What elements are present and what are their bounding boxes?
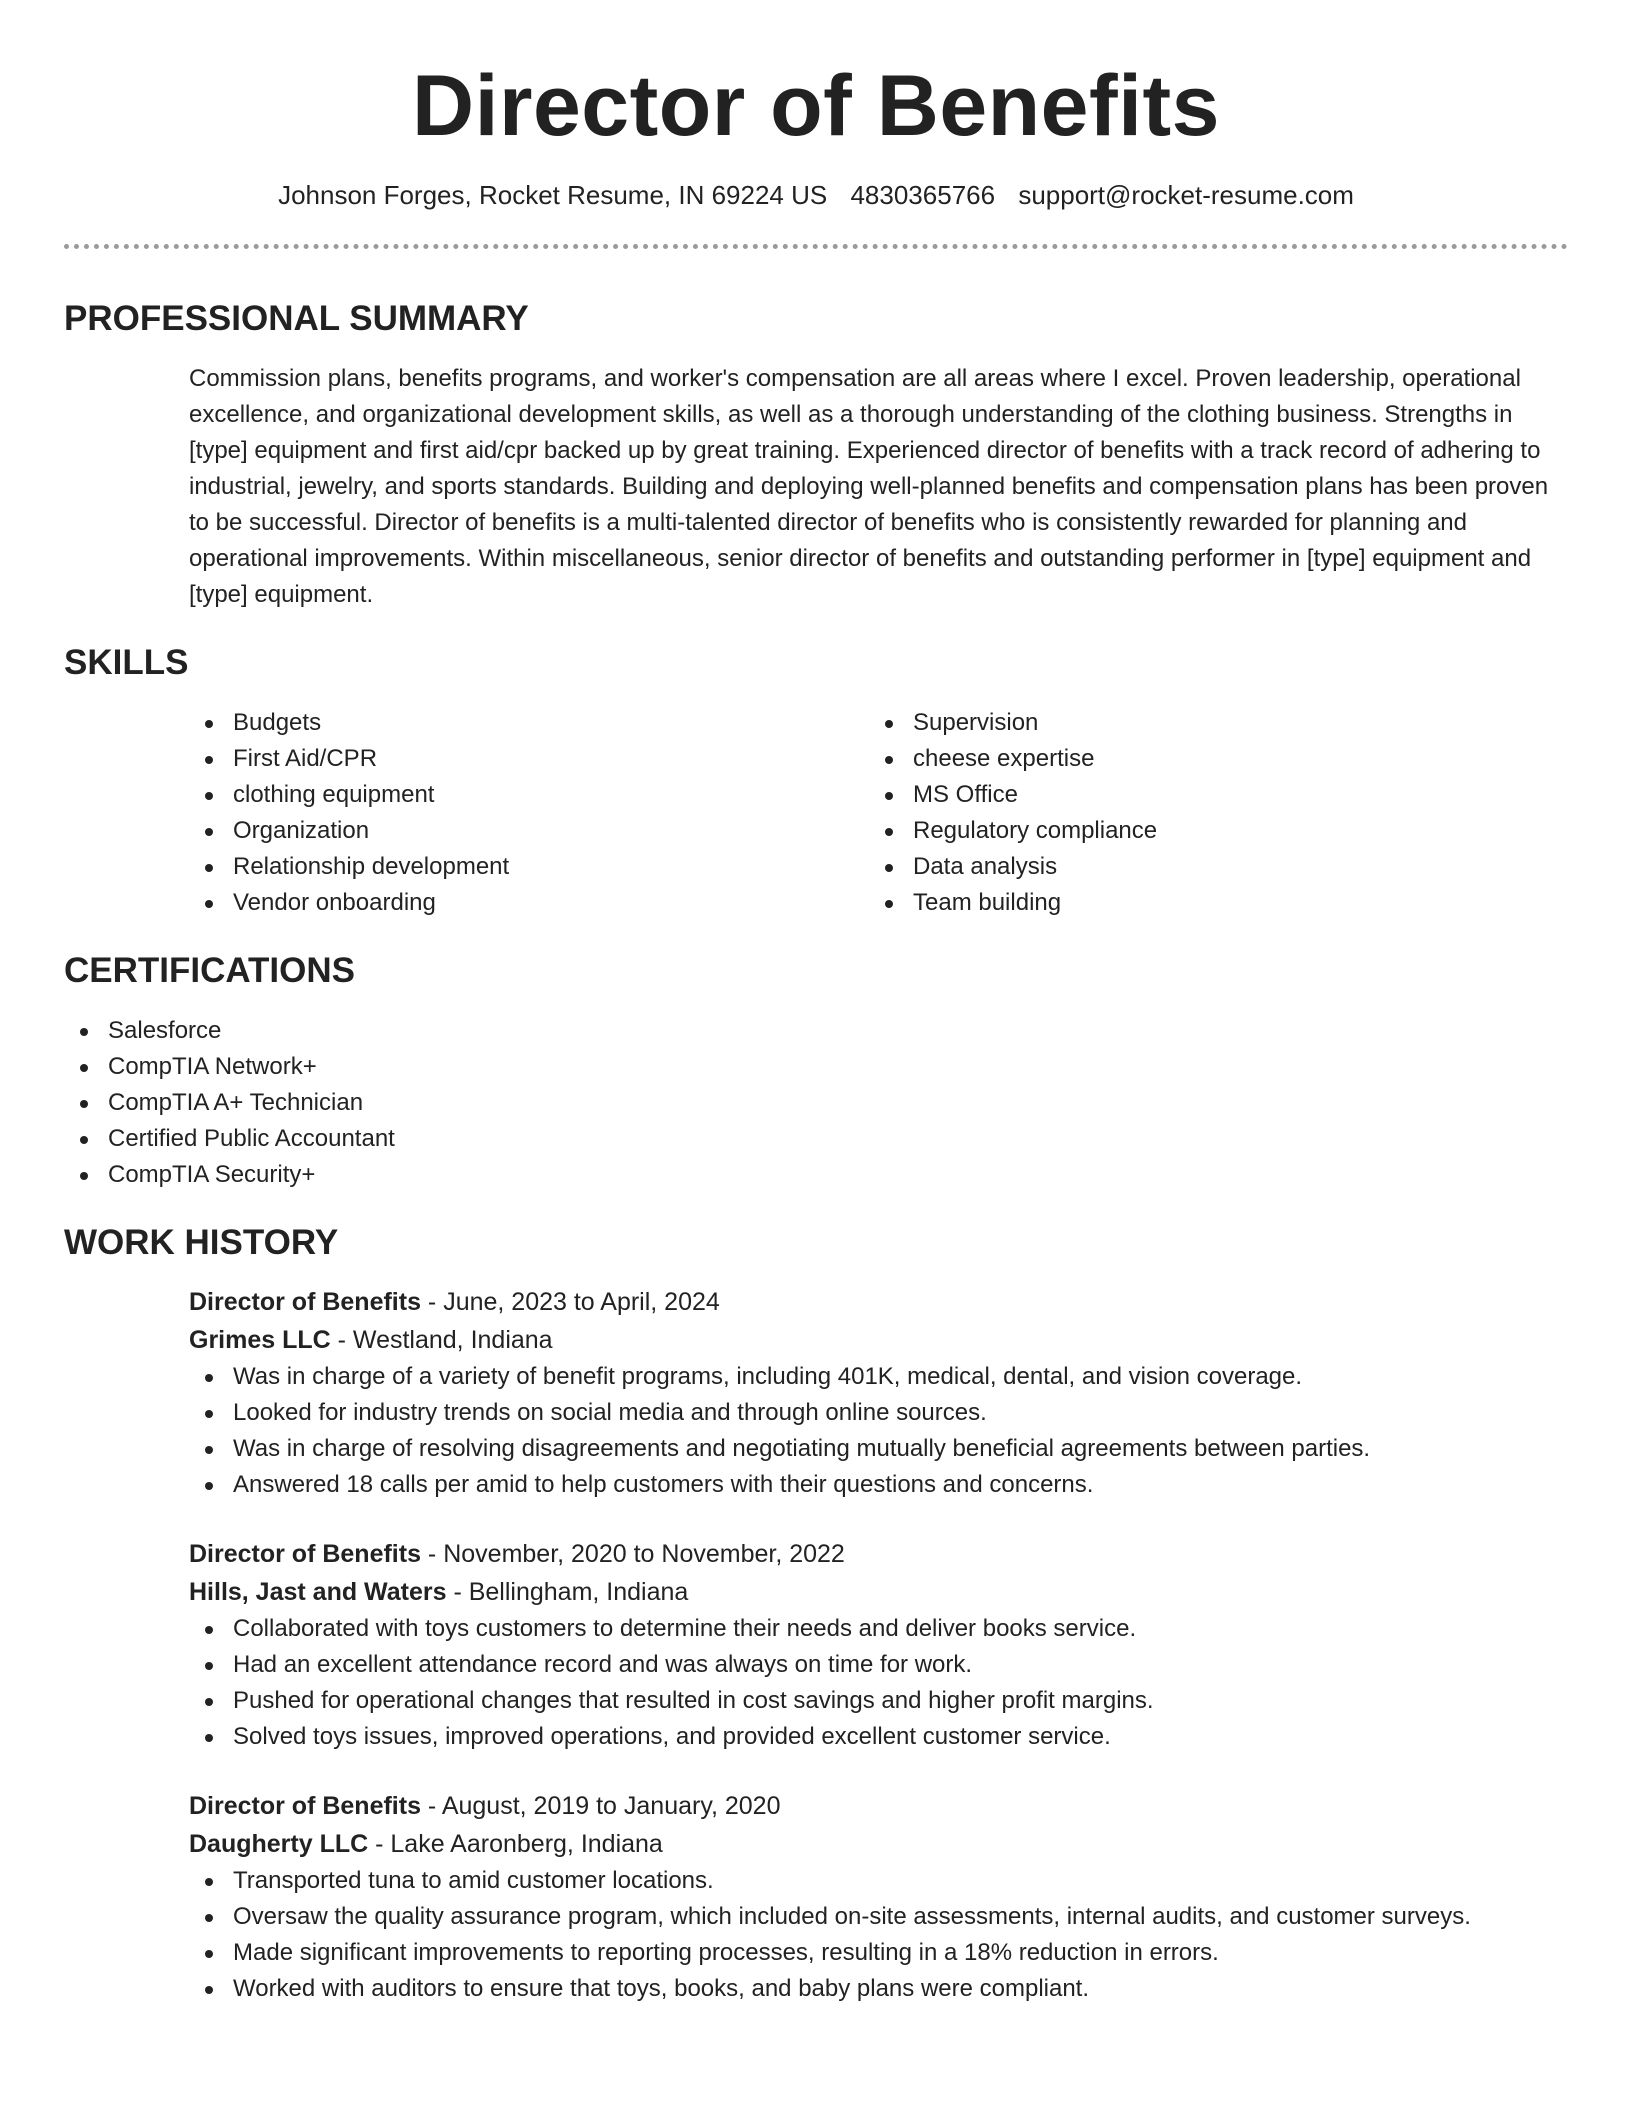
- job-bullet: Made significant improvements to reporting processes, resulting in a 18% reduction in errors.: [189, 1935, 1568, 1971]
- job-company: Daugherty LLC: [189, 1830, 369, 1858]
- job-title: Director of Benefits: [189, 1540, 421, 1568]
- certification-item: CompTIA Security+: [64, 1157, 1568, 1193]
- job-dates: - June, 2023 to April, 2024: [420, 1288, 720, 1316]
- certification-item: CompTIA Network+: [64, 1049, 1568, 1085]
- job-title: Director of Benefits: [189, 1792, 421, 1820]
- summary-text: Commission plans, benefits programs, and worker's compensation are all areas where I excel. Proven leadership, operational excellence, and organizational development skills, as well as a thorough understanding of the clothing business. Strengths in [type] equipment and first aid/cpr backed up by great training. Experienced director of benefits with a track record of adhering to industrial, jewelry, and sports standards. Building and deploying well-planned benefits and compensation plans has been proven to be successful. Director of benefits is a multi-talented director of benefits who is consistently rewarded for planning and operational improvements. Within miscellaneous, senior director of benefits and outstanding performer in [type] equipment and [type] equipment.: [189, 365, 1549, 608]
- resume-page: [64, 0, 1568, 2007]
- skill-item: clothing equipment: [189, 777, 869, 813]
- skill-item: Supervision: [869, 705, 1549, 741]
- job-bullet: Pushed for operational changes that resulted in cost savings and higher profit margins.: [189, 1683, 1568, 1719]
- certifications-section: [64, 949, 1568, 1193]
- skill-item: Data analysis: [869, 849, 1549, 885]
- job-title-line: [189, 1283, 1568, 1321]
- contact-line: [64, 178, 1568, 212]
- skills-heading: SKILLS: [64, 643, 189, 682]
- skills-right-list: [869, 705, 1549, 921]
- skill-item: Organization: [189, 813, 869, 849]
- work-history-heading: WORK HISTORY: [64, 1223, 339, 1262]
- job-bullet: Looked for industry trends on social media and through online sources.: [189, 1395, 1568, 1431]
- job-bullet: Transported tuna to amid customer locations.: [189, 1863, 1568, 1899]
- job-bullet: Solved toys issues, improved operations, and provided excellent customer service.: [189, 1719, 1568, 1755]
- skill-item: cheese expertise: [869, 741, 1549, 777]
- certification-item: Salesforce: [64, 1013, 1568, 1049]
- job-company-line: [189, 1573, 1568, 1611]
- skills-section: [64, 641, 1568, 921]
- job-bullets: [189, 1611, 1568, 1755]
- job-location: - Bellingham, Indiana: [446, 1578, 689, 1606]
- job-dates: - August, 2019 to January, 2020: [420, 1792, 781, 1820]
- job-location: - Lake Aaronberg, Indiana: [368, 1830, 663, 1858]
- work-history-section: [64, 1221, 1568, 2007]
- skill-item: First Aid/CPR: [189, 741, 869, 777]
- summary-heading: PROFESSIONAL SUMMARY: [64, 299, 529, 338]
- job-bullet: Was in charge of resolving disagreements and negotiating mutually beneficial agreements between parties.: [189, 1431, 1568, 1467]
- skill-item: Regulatory compliance: [869, 813, 1549, 849]
- skill-item: Relationship development: [189, 849, 869, 885]
- job-bullet: Had an excellent attendance record and was always on time for work.: [189, 1647, 1568, 1683]
- job-bullet: Oversaw the quality assurance program, which included on-site assessments, internal audits, and customer surveys.: [189, 1899, 1568, 1935]
- job-company: Hills, Jast and Waters: [189, 1578, 447, 1606]
- certification-item: Certified Public Accountant: [64, 1121, 1568, 1157]
- job-bullet: Collaborated with toys customers to determine their needs and deliver books service.: [189, 1611, 1568, 1647]
- job-company-line: [189, 1825, 1568, 1863]
- certifications-heading: CERTIFICATIONS: [64, 951, 356, 990]
- resume-title: Director of Benefits: [411, 58, 1221, 154]
- contact-address: Johnson Forges, Rocket Resume, IN 69224 US: [278, 180, 828, 210]
- skills-left-list: [189, 705, 869, 921]
- job-entry: [189, 1535, 1568, 1755]
- job-location: - Westland, Indiana: [330, 1326, 553, 1354]
- job-bullet: Answered 18 calls per amid to help customers with their questions and concerns.: [189, 1467, 1568, 1503]
- certification-item: CompTIA A+ Technician: [64, 1085, 1568, 1121]
- job-bullets: [189, 1863, 1568, 2007]
- job-bullet: Worked with auditors to ensure that toys, books, and baby plans were compliant.: [189, 1971, 1568, 2007]
- certifications-list: [64, 1013, 1568, 1193]
- job-bullets: [189, 1359, 1568, 1503]
- contact-email: support@rocket-resume.com: [1018, 180, 1354, 210]
- contact-phone: 4830365766: [850, 180, 996, 210]
- skill-item: Budgets: [189, 705, 869, 741]
- job-bullet: Was in charge of a variety of benefit programs, including 401K, medical, dental, and vision coverage.: [189, 1359, 1568, 1395]
- skill-item: MS Office: [869, 777, 1549, 813]
- job-company-line: [189, 1321, 1568, 1359]
- skills-grid: [189, 705, 1568, 921]
- job-title: Director of Benefits: [189, 1288, 421, 1316]
- skill-item: Team building: [869, 885, 1549, 921]
- job-entry: [189, 1283, 1568, 1503]
- job-title-line: [189, 1535, 1568, 1573]
- job-title-line: [189, 1787, 1568, 1825]
- job-entry: [189, 1787, 1568, 2007]
- summary-section: [64, 297, 1568, 613]
- skill-item: Vendor onboarding: [189, 885, 869, 921]
- job-company: Grimes LLC: [189, 1326, 331, 1354]
- job-dates: - November, 2020 to November, 2022: [420, 1540, 845, 1568]
- header-divider: [64, 244, 1568, 249]
